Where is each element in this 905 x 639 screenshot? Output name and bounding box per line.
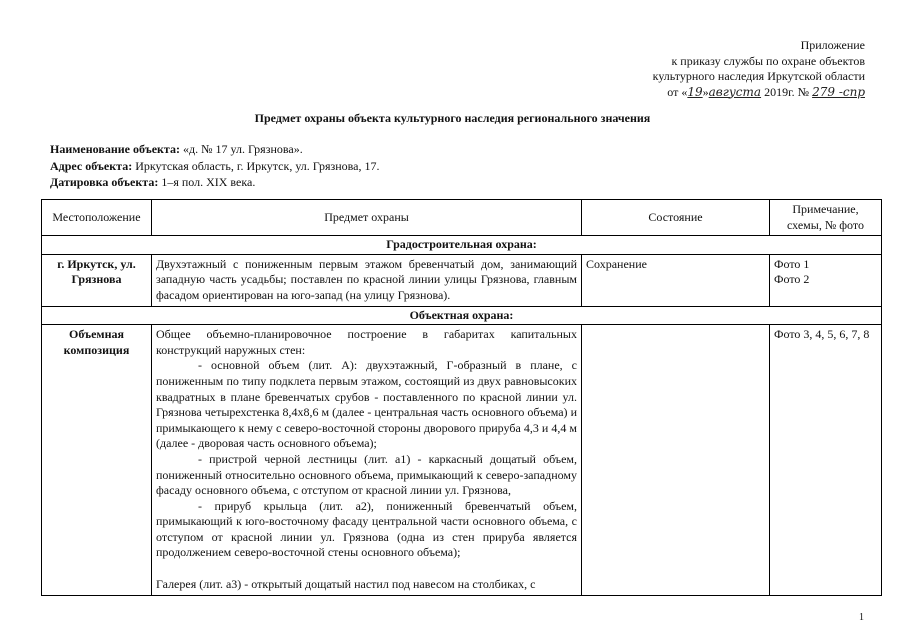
- object-name: [50, 141, 380, 158]
- paragraph-spacer: [156, 561, 577, 577]
- appendix-block: [653, 38, 865, 100]
- section-row-object: [42, 306, 882, 325]
- order-number: 279 -спр: [812, 84, 865, 99]
- object-meta: [50, 141, 380, 191]
- page-number: 1: [859, 612, 864, 623]
- appendix-line-2: к приказу службы по охране объектов: [671, 53, 865, 68]
- row1-note-photo2: Фото 2: [774, 272, 810, 287]
- protection-table: [41, 199, 882, 596]
- row2-note: Фото 3, 4, 5, 6, 7, 8: [770, 325, 882, 596]
- header-subject: Предмет охраны: [152, 200, 582, 236]
- object-address-value: Иркутская область, г. Иркутск, ул. Грязнова, 17.: [132, 158, 380, 173]
- table-header-row: [42, 200, 882, 236]
- date-day: 19: [687, 84, 703, 99]
- appendix-date-line: [653, 85, 865, 101]
- header-note: Примечание, схемы, № фото: [770, 200, 882, 236]
- document-title: Предмет охраны объекта культурного наследия регионального значения: [254, 111, 651, 125]
- section-urban-title: Градостроительная охрана:: [42, 236, 882, 255]
- section-row-urban: [42, 236, 882, 255]
- object-name-label: Наименование объекта:: [50, 142, 180, 156]
- object-date-value: 1–я пол. XIX века.: [158, 175, 256, 189]
- object-address-label: Адрес объекта:: [50, 158, 133, 173]
- row1-subject: Двухэтажный с пониженным первым этажом бревенчатый дом, занимающий западную часть усадьбы; поставлен по красной линии улицы Грязнова, главным фасадом ориентирован на юго-запад (на улицу Грязнова).: [152, 254, 582, 306]
- header-location: Местоположение: [42, 200, 152, 236]
- object-address: [50, 158, 380, 175]
- object-name-value: «д. № 17 ул. Грязнова».: [179, 142, 303, 156]
- appendix-line-1: Приложение: [800, 38, 865, 52]
- row2-subject: [152, 325, 582, 596]
- table-row: [42, 325, 882, 596]
- row2-paragraph-4: - прируб крыльца (лит. а2), пониженный бревенчатый объем, примыкающий к юго-восточному фасаду центральной части основного объема, с отступом от красной линии ул. Грязнова (одна из стен прируба является продолжением северо-восточной стены основного объема);: [156, 498, 577, 560]
- object-date: [50, 174, 380, 191]
- date-year: 2019г. №: [761, 84, 813, 99]
- row1-note: [770, 254, 882, 306]
- row2-paragraph-3: - пристрой черной лестницы (лит. а1) - каркасный дощатый объем, пониженный относительно основного объема, примыкающий к северо-западному фасаду основного объема, с отступом от красной линии ул. Грязнова,: [156, 451, 577, 498]
- row2-paragraph-2: - основной объем (лит. А): двухэтажный, Г-образный в плане, с пониженным по типу подклета первым этажом, состоящий из двух равновысоких квадратных в плане бревенчатых срубов - поставленного по красной линии ул. Грязнова четырехстенка 8,4х8,6 м (далее - центральная часть основного объема) и примыкающего к нему с северо-восточной стороны дворового прируба 4,3 и 4,4 м (далее - дворовая часть основного объема);: [156, 358, 577, 451]
- table-row: [42, 254, 882, 306]
- row2-location: Объемная композиция: [42, 325, 152, 596]
- date-mid: »: [702, 84, 709, 99]
- date-month: августа: [708, 84, 762, 99]
- header-state: Состояние: [582, 200, 770, 236]
- row2-state: [582, 325, 770, 596]
- date-prefix: от «: [667, 84, 688, 99]
- section-object-title: Объектная охрана:: [42, 306, 882, 325]
- row2-paragraph-5: Галерея (лит. а3) - открытый дощатый настил под навесом на столбиках, с: [156, 577, 536, 592]
- object-date-label: Датировка объекта:: [50, 175, 159, 189]
- appendix-line-3: культурного наследия Иркутской области: [652, 69, 865, 83]
- row1-note-photo1: Фото 1: [774, 256, 810, 271]
- row1-state: Сохранение: [582, 254, 770, 306]
- row1-location: г. Иркутск, ул. Грязнова: [42, 254, 152, 306]
- row2-paragraph-1: Общее объемно-планировочное построение в габаритах капитальных конструкций наружных стен:: [156, 327, 577, 357]
